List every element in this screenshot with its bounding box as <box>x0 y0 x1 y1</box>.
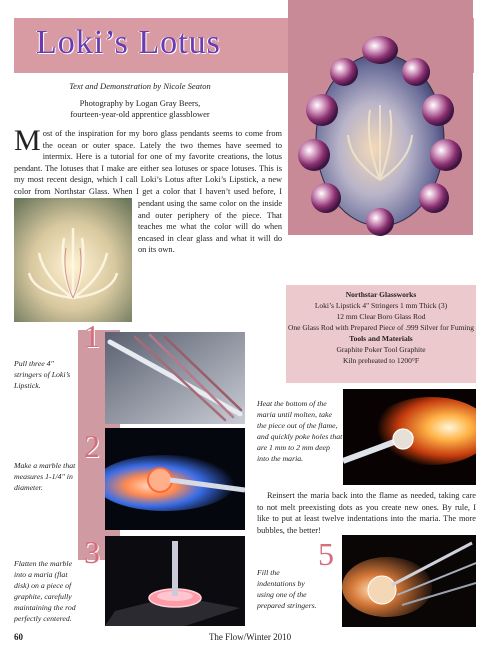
materials-box <box>286 285 476 383</box>
materials-line: Graphite Poker Tool Graphite <box>336 345 426 354</box>
step-number-5: 5 <box>318 536 334 572</box>
step-4-photo <box>343 389 476 485</box>
intro-paragraph <box>14 124 282 209</box>
step-4-body-text: Reinsert the maria back into the flame as needed, taking care to not melt preexisting dots as you create new ones. By rule, I like to put at least twelve indentations into the maria. The more bubbles, the better! <box>257 491 476 535</box>
intro-text: ost of the inspiration for my boro glass pendants seems to come from the ocean or outer space. Lately the two themes have seemed to intermix. Here is a tutorial for one of my favorite creations, the lotus pendant. The lotuses that I make are either sea lotuses or space lotuses. This is my most recent design, which I call Loki’s Lotus after Loki’s Lipstick, a new color from Northstar Glass. When I get a color that I haven’t used before, I <box>14 129 282 196</box>
step-number-3: 3 <box>84 534 100 570</box>
step-2-photo <box>105 428 245 530</box>
materials-heading: Northstar Glassworks <box>345 290 417 299</box>
step-5-photo <box>342 535 476 627</box>
intro-paragraph-continued: pendant using the same color on the inside and outer periphery of the piece. That teaches me what the color will do when encased in clear glass and what it will do on its own. <box>138 199 282 255</box>
step-2-caption: Make a marble that measures 1-1/4" in diameter. <box>14 461 76 492</box>
page-number: 60 <box>14 632 23 642</box>
hero-pendant-image <box>270 10 490 240</box>
step-4-caption: Heat the bottom of the maria until molten, take the piece out of the flame, and quickly poke holes that are 1 mm to 2 mm deep into the maria. <box>257 399 343 463</box>
article-title: Loki’s Lotus <box>36 24 221 61</box>
step-number-2: 2 <box>84 428 100 464</box>
credit-text: Text and Demonstration by Nicole Seaton <box>69 81 211 91</box>
drop-cap: M <box>14 124 41 157</box>
materials-line: Loki’s Lipstick 4" Stringers 1 mm Thick (3) <box>314 301 448 310</box>
step-1-caption: Pull three 4" stringers of Loki’s Lipstick. <box>14 359 71 390</box>
tools-heading: Tools and Materials <box>349 334 413 343</box>
lotus-pendant-photo <box>14 198 132 322</box>
credit-photo: Photography by Logan Gray Beers, <box>79 98 201 108</box>
step-3-photo <box>105 536 245 626</box>
step-1-photo <box>105 332 245 424</box>
issue-footer: The Flow/Winter 2010 <box>208 632 292 642</box>
step-5-caption: Fill the indentations by using one of the prepared stringers. <box>257 568 317 610</box>
materials-line: Kiln preheated to 1200°F <box>342 356 420 365</box>
materials-line: 12 mm Clear Boro Glass Rod <box>336 312 426 321</box>
materials-line: One Glass Rod with Prepared Piece of .999 Silver for Fuming <box>287 323 474 332</box>
step-number-1: 1 <box>84 318 100 354</box>
step-3-caption: Flatten the marble into a maria (flat disk) on a piece of graphite, carefully maintaining the rod perfectly centered. <box>14 559 76 623</box>
credit-photo-role: fourteen-year-old apprentice glassblower <box>70 109 210 119</box>
